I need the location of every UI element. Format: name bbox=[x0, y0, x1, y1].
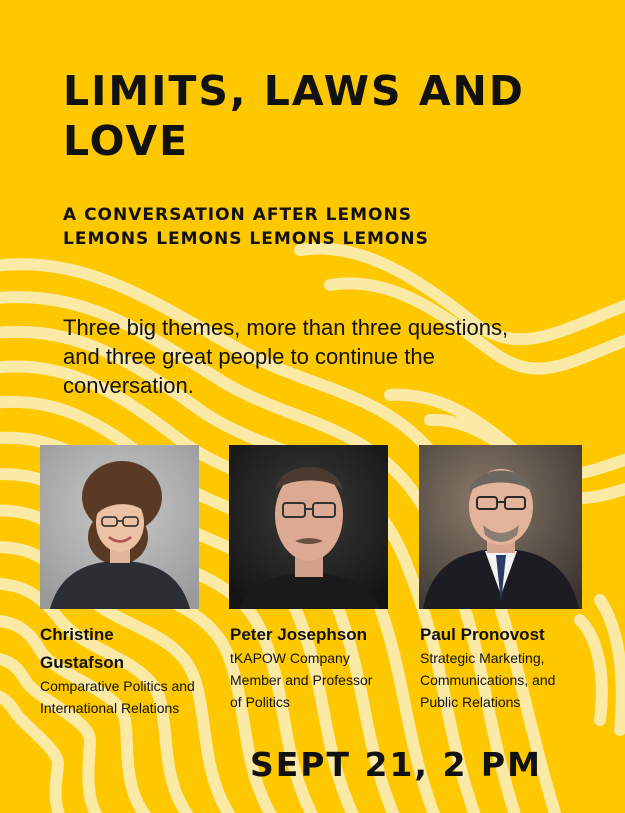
speaker-name-christine: Christine Gustafson bbox=[40, 625, 125, 672]
paul-pronovost-photo bbox=[419, 445, 582, 609]
speaker-role-paul: Strategic Marketing, Communications, and Public Relations bbox=[420, 650, 556, 710]
peter-josephson-photo bbox=[229, 445, 388, 609]
speaker-name-paul: Paul Pronovost bbox=[420, 625, 545, 644]
speaker-role-peter: tKAPOW Company Member and Professor of Politics bbox=[230, 650, 373, 710]
speaker-name-peter: Peter Josephson bbox=[230, 625, 367, 644]
event-subtitle: A CONVERSATION AFTER LEMONS LEMONS LEMONS LEMONS LEMONS bbox=[63, 205, 429, 249]
event-title: LIMITS, LAWS AND LOVE bbox=[63, 67, 525, 165]
event-date: SEPT 21, 2 PM bbox=[250, 745, 542, 784]
event-description: Three big themes, more than three questions, and three great people to continue the conversation. bbox=[63, 315, 509, 398]
speaker-role-christine: Comparative Politics and International Relations bbox=[40, 678, 195, 716]
christine-gustafson-photo bbox=[40, 445, 199, 609]
